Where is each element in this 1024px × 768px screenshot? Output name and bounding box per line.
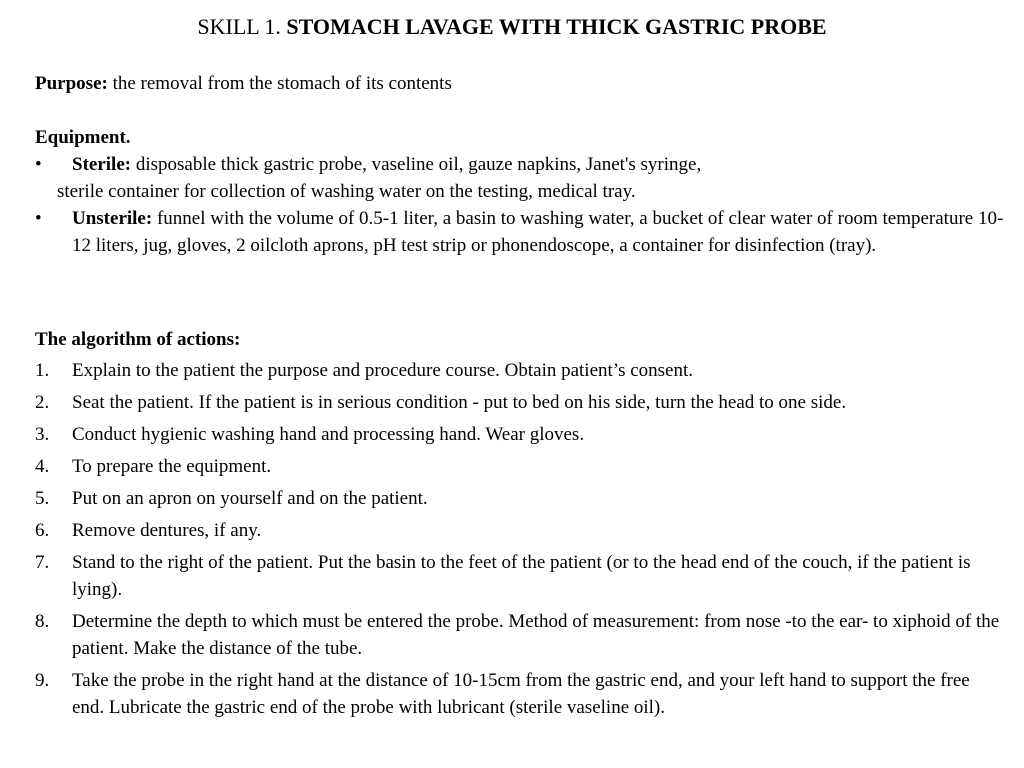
sterile-text: disposable thick gastric probe, vaseline oil, gauze napkins, Janet's syringe,: [135, 154, 702, 175]
list-item: [35, 485, 1005, 512]
list-item: [35, 453, 1005, 480]
list-item: [35, 667, 1005, 721]
algorithm-heading: The algorithm of actions:: [35, 329, 241, 350]
step-text: Seat the patient. If the patient is in serious condition - put to bed on his side, turn the head to one side.: [72, 392, 847, 413]
unsterile-text: funnel with the volume of 0.5-1 liter, a basin to washing water, a bucket of clear water of room temperature 10-12 liters, jug, gloves, 2 oilcloth aprons, pH test strip or phonendoscope, a container for disinfection (tray).: [72, 208, 1004, 256]
list-item: [35, 421, 1005, 448]
step-text: Determine the depth to which must be entered the probe. Method of measurement: from nose -to the ear- to xiphoid of the patient. Make the distance of the tube.: [72, 611, 1000, 659]
list-item: [35, 517, 1005, 544]
step-number: 4.: [35, 456, 50, 477]
step-text: Stand to the right of the patient. Put the basin to the feet of the patient (or to the head end of the couch, if the patient is lying).: [72, 552, 971, 600]
sterile-continuation: sterile container for collection of washing water on the testing, medical tray.: [57, 181, 636, 202]
step-number: 9.: [35, 670, 50, 691]
purpose-section: [35, 70, 1005, 97]
step-number: 6.: [35, 520, 50, 541]
list-item: [35, 608, 1005, 662]
steps-list: [35, 357, 1005, 721]
step-text: Take the probe in the right hand at the distance of 10-15cm from the gastric end, and your left hand to support the free end. Lubricate the gastric end of the probe with lubricant (sterile vaseline oil).: [72, 670, 970, 718]
purpose-text: the removal from the stomach of its contents: [112, 73, 452, 94]
unsterile-label: Unsterile:: [72, 208, 153, 229]
sterile-label: Sterile:: [72, 154, 132, 175]
step-number: 5.: [35, 488, 50, 509]
list-item: [35, 357, 1005, 384]
title-bold-text: STOMACH LAVAGE WITH THICK GASTRIC PROBE: [286, 14, 827, 39]
step-number: 7.: [35, 552, 50, 573]
algorithm-section: [35, 326, 1005, 726]
step-text: To prepare the equipment.: [72, 456, 272, 477]
step-text: Explain to the patient the purpose and procedure course. Obtain patient’s consent.: [72, 360, 694, 381]
step-text: Remove dentures, if any.: [72, 520, 262, 541]
step-number: 1.: [35, 360, 50, 381]
title-prefix: SKILL 1.: [197, 14, 281, 39]
step-number: 8.: [35, 611, 50, 632]
step-number: 3.: [35, 424, 50, 445]
step-text: Conduct hygienic washing hand and processing hand. Wear gloves.: [72, 424, 585, 445]
step-number: 2.: [35, 392, 50, 413]
unsterile-item: [35, 205, 1005, 259]
sterile-item: [35, 151, 1005, 178]
equipment-heading: Equipment.: [35, 127, 131, 148]
page-title: [0, 12, 1024, 42]
bullet-icon: •: [35, 208, 42, 229]
equipment-section: [35, 124, 1005, 259]
list-item: [35, 389, 1005, 416]
purpose-label: Purpose:: [35, 73, 108, 94]
bullet-icon: •: [35, 154, 42, 175]
list-item: [35, 549, 1005, 603]
step-text: Put on an apron on yourself and on the patient.: [72, 488, 428, 509]
